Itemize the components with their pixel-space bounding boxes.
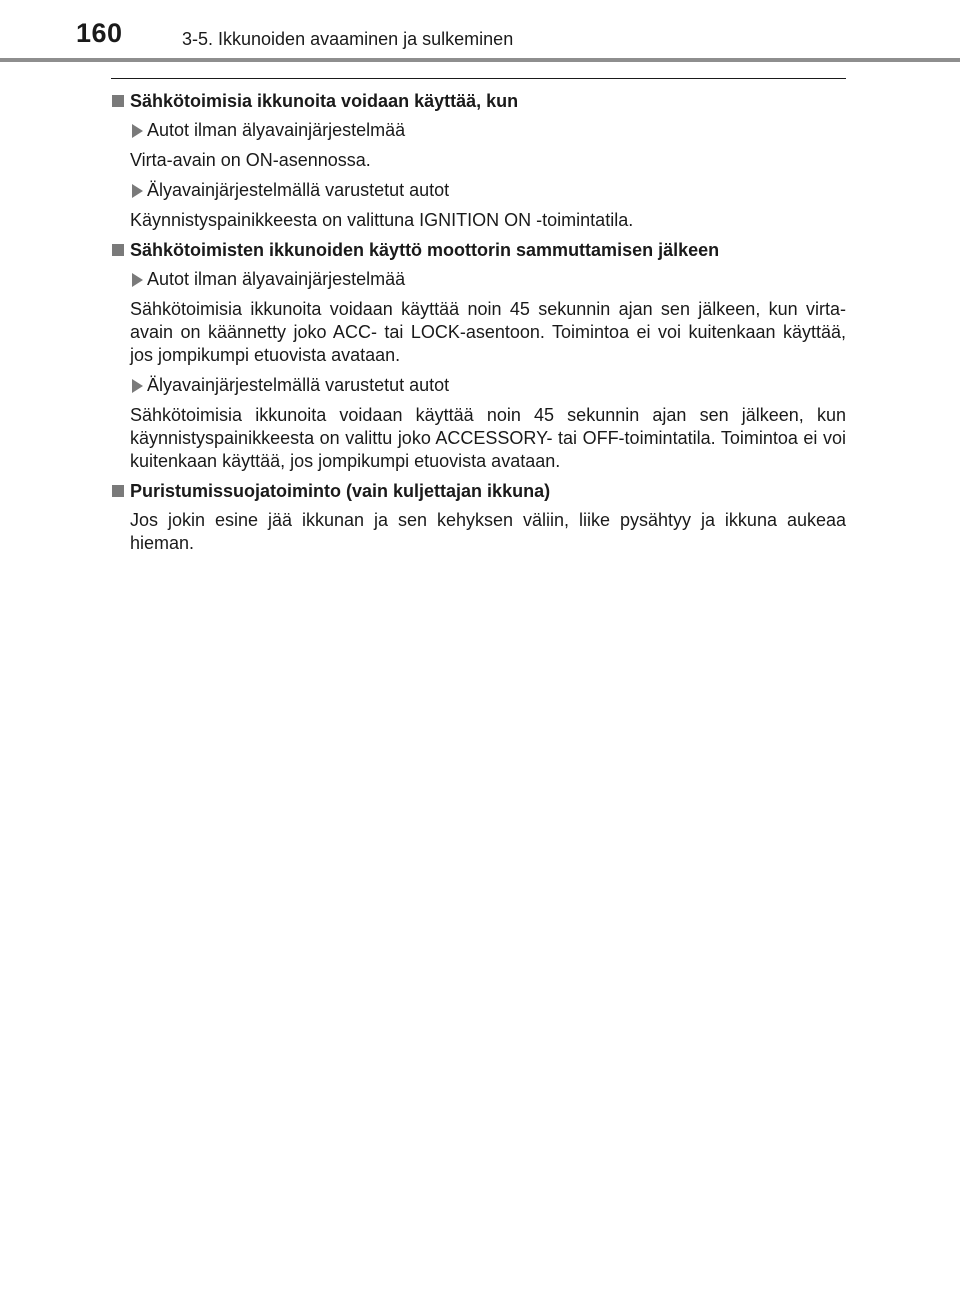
square-bullet-icon: [112, 95, 124, 107]
section-heading-text: Puristumissuojatoiminto (vain kuljettajan ikkuna): [130, 481, 551, 501]
section-heading: [111, 90, 846, 113]
chapter-title: 3-5. Ikkunoiden avaaminen ja sulkeminen: [182, 29, 514, 49]
subheading: [111, 119, 846, 142]
subheading-text: Älyavainjärjestelmällä varustetut autot: [147, 375, 450, 395]
subheading: [111, 179, 846, 202]
triangle-bullet-icon: [132, 184, 143, 198]
section-heading: [111, 239, 846, 262]
paragraph: Käynnistyspainikkeesta on valittuna IGNITION ON -toimintatila.: [130, 210, 634, 230]
triangle-bullet-icon: [132, 124, 143, 138]
square-bullet-icon: [112, 485, 124, 497]
paragraph: Sähkötoimisia ikkunoita voidaan käyttää noin 45 sekunnin ajan sen jälkeen, kun virta-avain on käännetty joko ACC- tai LOCK-asentoon. Toimintoa ei voi kuitenkaan käyttää, jos jompikumpi etuovista avataan.: [130, 299, 846, 365]
page-header: [0, 0, 960, 64]
page-number: 160: [76, 18, 123, 48]
page-content: [111, 90, 846, 562]
paragraph: Jos jokin esine jää ikkunan ja sen kehyksen väliin, liike pysähtyy ja ikkuna aukeaa hieman.: [130, 510, 846, 553]
section-divider: [111, 78, 846, 79]
triangle-bullet-icon: [132, 379, 143, 393]
header-divider: [0, 58, 960, 62]
paragraph: Virta-avain on ON-asennossa.: [130, 150, 371, 170]
section-heading: [111, 480, 846, 503]
subheading: [111, 268, 846, 291]
paragraph: Sähkötoimisia ikkunoita voidaan käyttää noin 45 sekunnin ajan sen jälkeen, kun käynnistyspainikkeesta on valittu joko ACCESSORY- tai OFF-toimintatila. Toimintoa ei voi kuitenkaan käyttää, jos jompikumpi etuovista avataan.: [130, 405, 846, 471]
subheading: [111, 374, 846, 397]
subheading-text: Älyavainjärjestelmällä varustetut autot: [147, 180, 450, 200]
section-heading-text: Sähkötoimisten ikkunoiden käyttö moottorin sammuttamisen jälkeen: [130, 240, 720, 260]
triangle-bullet-icon: [132, 273, 143, 287]
square-bullet-icon: [112, 244, 124, 256]
subheading-text: Autot ilman älyavainjärjestelmää: [147, 269, 406, 289]
subheading-text: Autot ilman älyavainjärjestelmää: [147, 120, 406, 140]
section-heading-text: Sähkötoimisia ikkunoita voidaan käyttää, kun: [130, 91, 519, 111]
